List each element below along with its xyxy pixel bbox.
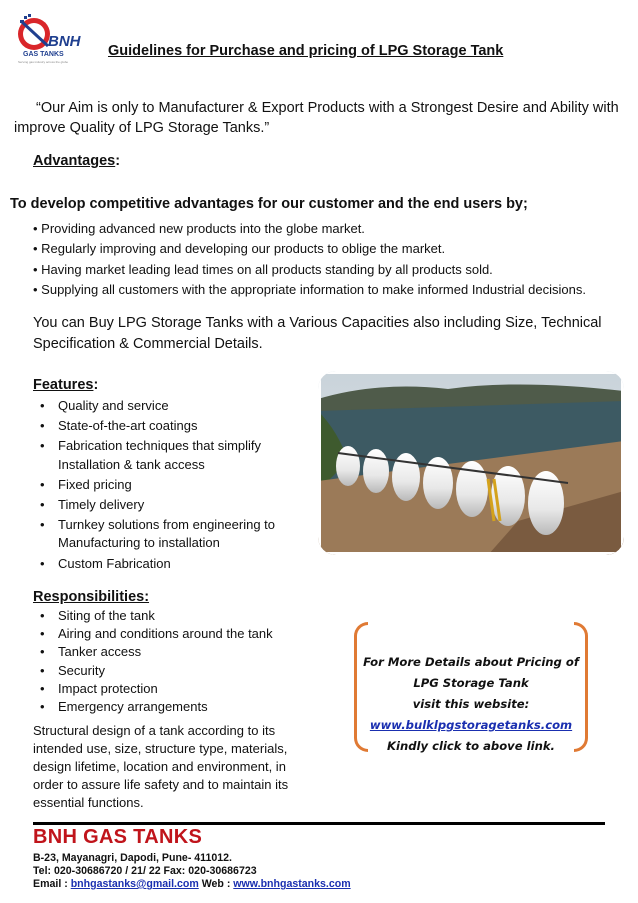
list-item: • Custom Fabrication [34, 555, 304, 573]
page-title: Guidelines for Purchase and pricing of LPG Storage Tank [108, 43, 504, 59]
web-label: Web : [198, 878, 234, 890]
advantages-list [33, 219, 586, 301]
logo-graphic [14, 12, 84, 66]
responsibilities-list [34, 607, 334, 716]
list-item: • Fabrication techniques that simplify Installation & tank access [34, 437, 304, 473]
develop-heading: To develop competitive advantages for our customer and the end users by; [10, 196, 528, 212]
footer-address: B-23, Mayanagri, Dapodi, Pune- 411012. [33, 852, 232, 864]
list-item: • Fixed pricing [34, 476, 304, 494]
email-link[interactable]: bnhgastanks@gmail.com [70, 878, 199, 890]
advantages-heading-text: Advantages [33, 153, 116, 169]
features-list [34, 397, 304, 575]
features-heading-text: Features [33, 377, 94, 393]
advantages-colon: : [115, 153, 121, 169]
list-item: • State-of-the-art coatings [34, 417, 304, 435]
logo-tagline: Serving gas industry across the globe [18, 60, 69, 64]
list-item: • Impact protection [34, 680, 334, 698]
callout-line: Kindly click to above link. [387, 739, 555, 753]
callout-line: visit this website: [412, 697, 530, 711]
callout-text [354, 652, 588, 757]
logo-subtitle: GAS TANKS [23, 51, 64, 58]
storage-tanks-illustration [318, 371, 624, 555]
company-logo [14, 12, 84, 66]
footer-phone: Tel: 020-30686720 / 21/ 22 Fax: 020-30686723 [33, 865, 257, 877]
structural-paragraph: Structural design of a tank according to its intended use, size, structure type, materials, design lifetime, location and environment, in order to assure life safety and to maintain its essential functions. [33, 723, 289, 810]
footer-email-web [33, 878, 351, 891]
footer-contact [33, 852, 351, 891]
footer-divider [33, 822, 605, 825]
list-item: • Emergency arrangements [34, 698, 334, 716]
email-label: Email : [33, 878, 71, 890]
list-item: • Quality and service [34, 397, 304, 415]
responsibilities-heading: Responsibilities: [33, 589, 150, 605]
list-item: • Security [34, 662, 334, 680]
list-item: • Having market leading lead times on all products standing by all products sold. [33, 261, 493, 277]
advantages-heading [33, 153, 120, 169]
logo-letters: BNH [48, 33, 81, 50]
list-item: • Providing advanced new products into the globe market. [33, 221, 365, 236]
list-item: • Regularly improving and developing our products to oblige the market. [33, 241, 446, 257]
features-colon: : [93, 377, 99, 393]
callout-line: LPG Storage Tank [413, 676, 529, 690]
list-item: • Timely delivery [34, 496, 304, 514]
features-heading [33, 377, 98, 393]
list-item: • Siting of the tank [34, 607, 334, 625]
website-link[interactable]: www.bulklpgstoragetanks.com [369, 718, 573, 732]
pricing-callout [354, 622, 588, 752]
footer-brand: BNH GAS TANKS [33, 826, 203, 848]
list-item: • Turnkey solutions from engineering to Manufacturing to installation [34, 516, 304, 552]
list-item: • Airing and conditions around the tank [34, 625, 334, 643]
list-item: • Tanker access [34, 643, 334, 661]
callout-line: For More Details about Pricing of [363, 655, 579, 669]
mission-quote: “Our Aim is only to Manufacturer & Export Products with a Strongest Desire and Ability with improve Quality of LPG Storage Tanks.” [14, 100, 619, 136]
list-item: • Supplying all customers with the appropriate information to make informed Industrial decisions. [33, 282, 586, 298]
buy-paragraph: You can Buy LPG Storage Tanks with a Various Capacities also including Size, Technical Specification & Commercial Details. [33, 315, 602, 352]
web-link[interactable]: www.bnhgastanks.com [233, 878, 351, 890]
storage-tanks-photo [318, 371, 624, 555]
